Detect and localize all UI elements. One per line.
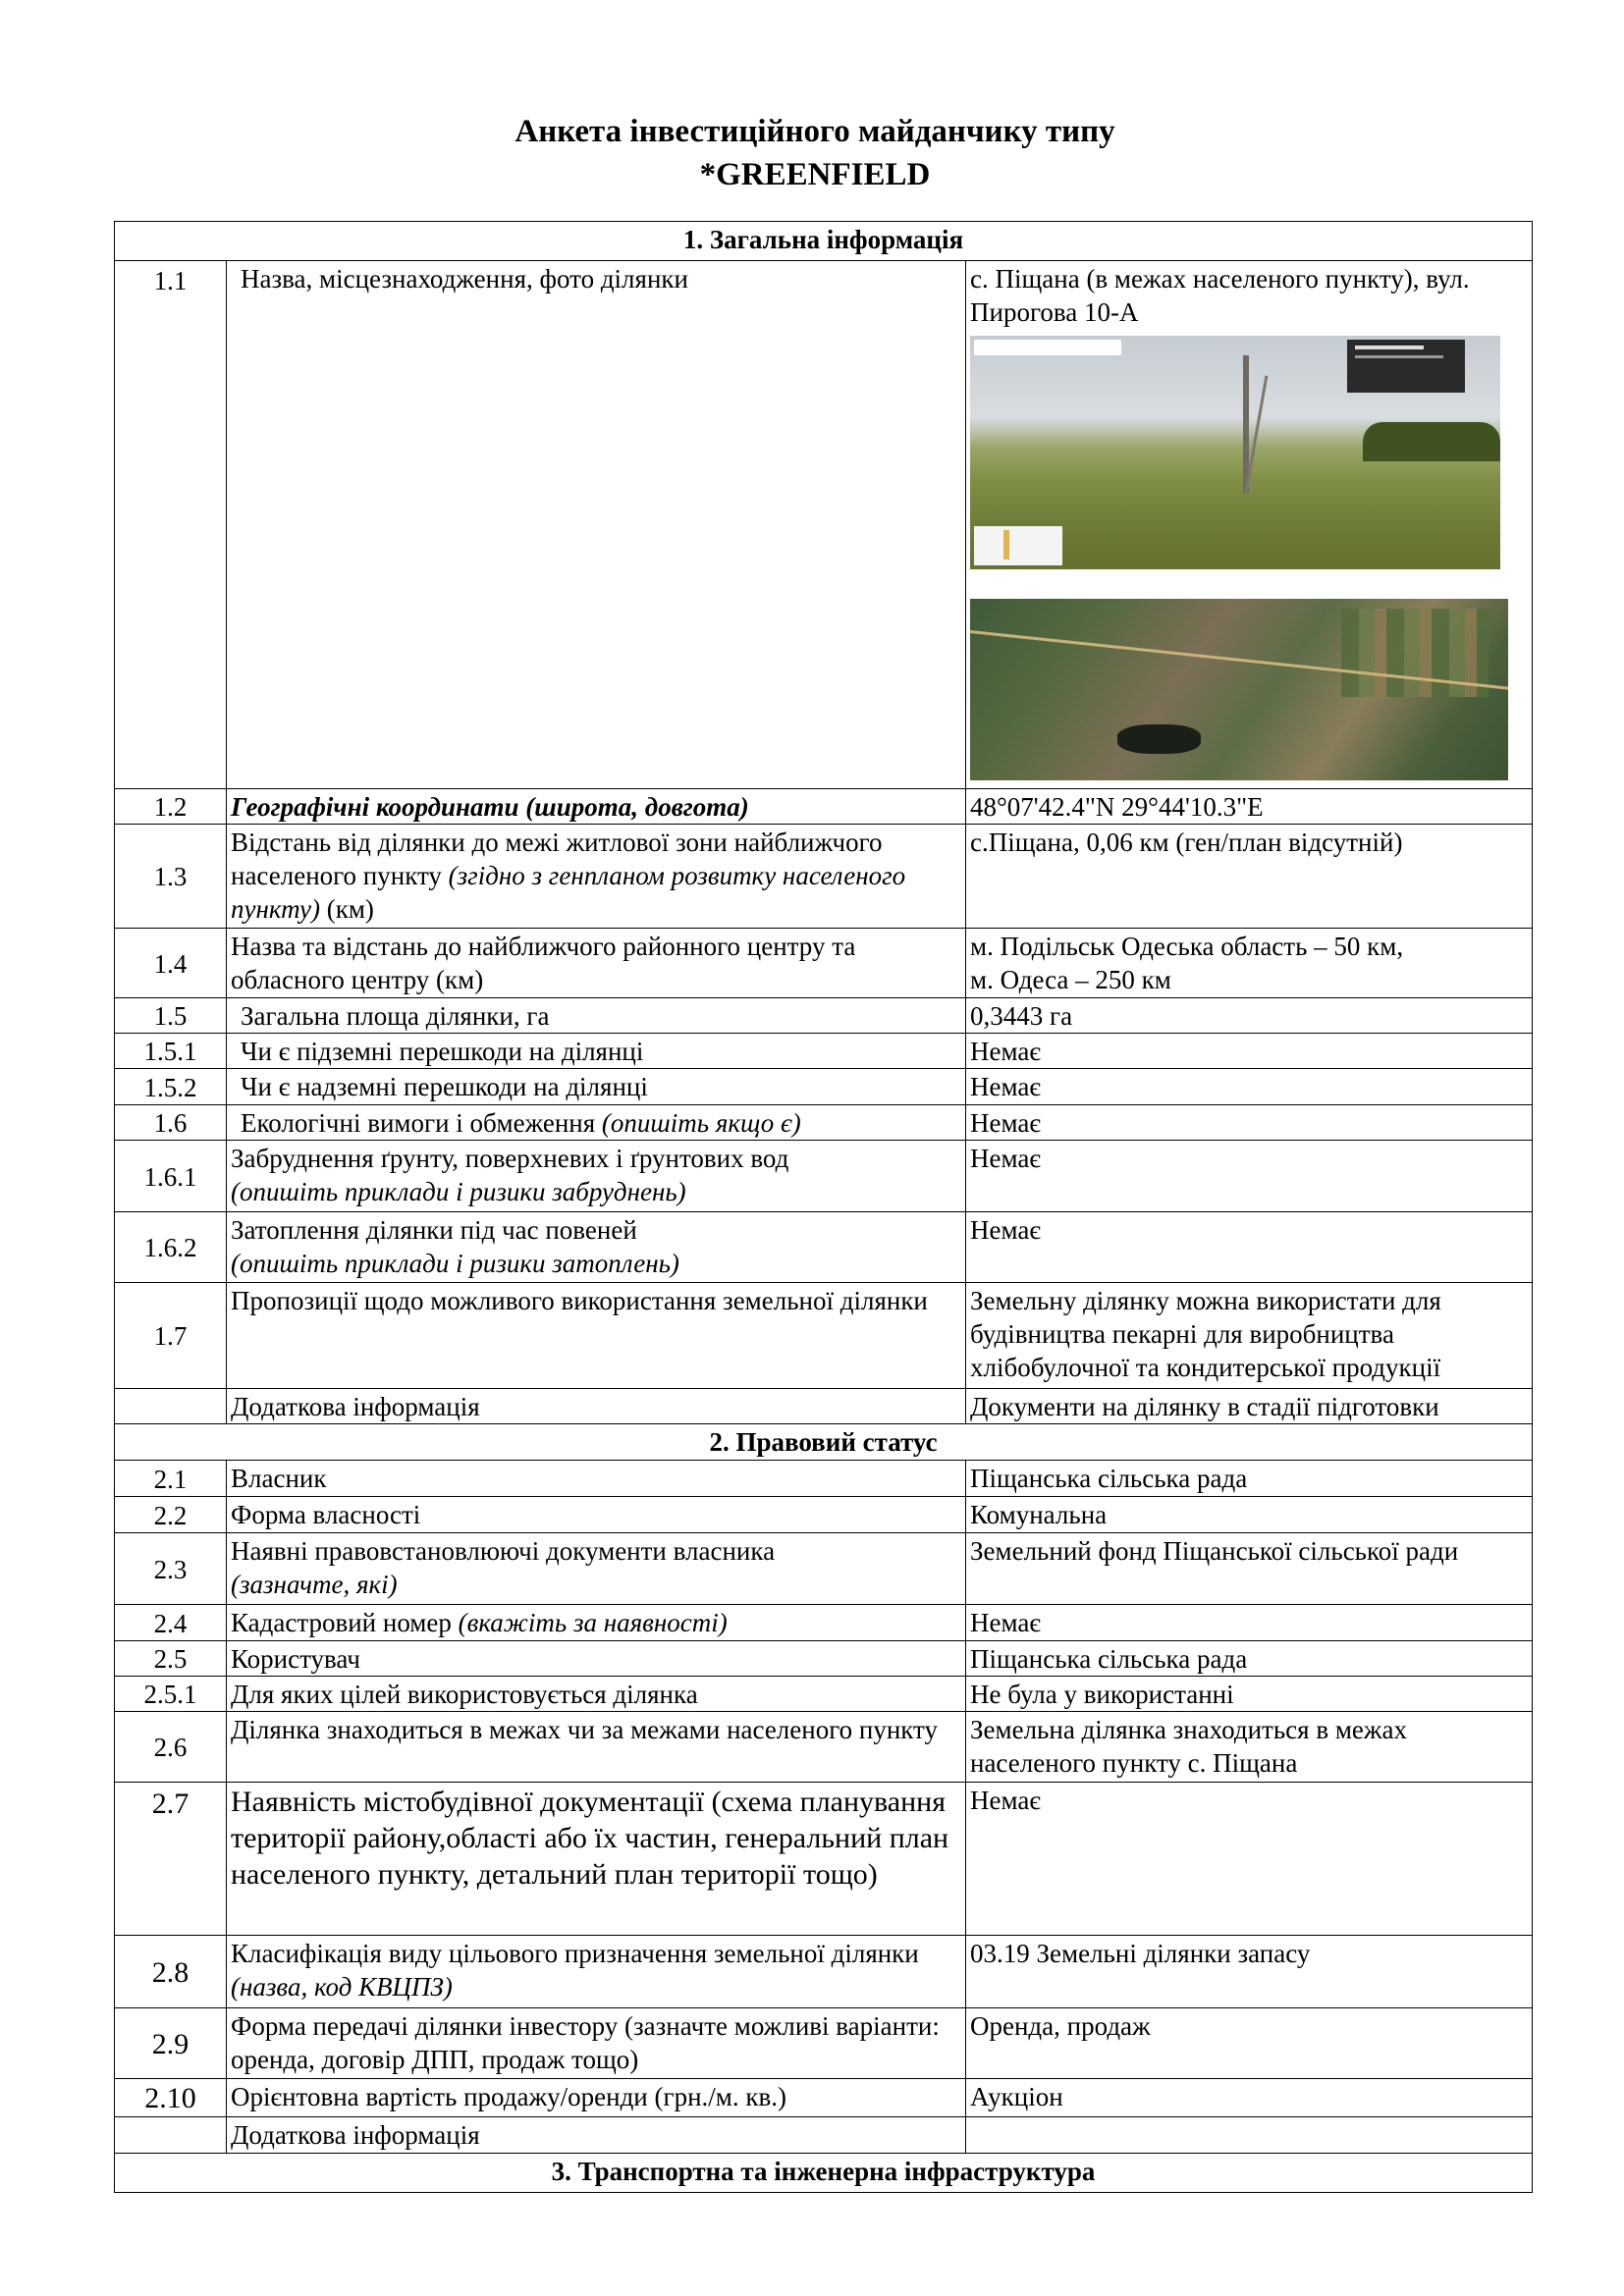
row-number: 2.4 (115, 1605, 227, 1641)
row-label-note: (назва, код КВЦПЗ) (231, 1972, 453, 2002)
row-label: Для яких цілей використовується ділянка (227, 1677, 966, 1712)
row-value: Земельний фонд Піщанської сільської ради (966, 1533, 1533, 1605)
lake-icon (1117, 724, 1201, 754)
table-row (115, 2117, 1533, 2154)
row-value-line: м. Подільськ Одеська область – 50 км, (970, 932, 1404, 961)
search-bar-icon (974, 340, 1121, 355)
row-label (227, 825, 966, 929)
row-value: Оренда, продаж (966, 2008, 1533, 2079)
row-number: 2.7 (115, 1783, 227, 1936)
row-value: Аукціон (966, 2079, 1533, 2117)
row-number: 1.5.1 (115, 1034, 227, 1069)
investment-site-table (114, 221, 1533, 2193)
row-label-unit: (км) (319, 894, 374, 924)
table-row (115, 1389, 1533, 1424)
row-value: Немає (966, 1141, 1533, 1212)
table-row (115, 261, 1533, 789)
row-value: 48°07'42.4"N 29°44'10.3"E (966, 789, 1533, 825)
row-number: 1.1 (115, 261, 227, 789)
table-row (115, 1283, 1533, 1389)
table-row (115, 1641, 1533, 1677)
table-row (115, 1783, 1533, 1936)
row-value (966, 261, 1533, 789)
row-label: Географічні координати (широта, довгота) (227, 789, 966, 825)
row-label (227, 1105, 966, 1141)
row-value: Земельна ділянка знаходиться в межах населеного пункту с. Піщана (966, 1712, 1533, 1783)
minimap-icon (974, 526, 1062, 565)
row-label-note: (згідно з генпланом розвитку населеного пункту) (231, 861, 906, 924)
satellite-map-photo (970, 599, 1508, 780)
row-label: Форма передачі ділянки інвестору (зазначте можливі варіанти: оренда, договір ДПП, продаж тощо) (227, 2008, 966, 2079)
table-row (115, 2079, 1533, 2117)
row-label (227, 1533, 966, 1605)
table-row (115, 929, 1533, 998)
table-row (115, 1936, 1533, 2008)
row-label-note: (зазначте, які) (231, 1570, 398, 1599)
row-label-note: (опишіть приклади і ризики забруднень) (231, 1177, 686, 1206)
row-value (966, 2117, 1533, 2154)
row-number: 1.6 (115, 1105, 227, 1141)
section-1-title: 1. Загальна інформація (115, 222, 1533, 261)
table-row (115, 1497, 1533, 1533)
row-label (227, 1141, 966, 1212)
row-label: Додаткова інформація (227, 1389, 966, 1424)
row-value: 03.19 Земельні ділянки запасу (966, 1936, 1533, 2008)
row-label-text: Забруднення ґрунту, поверхневих і ґрунтових вод (231, 1144, 789, 1173)
row-label: Форма власності (227, 1497, 966, 1533)
section-header-row (115, 2154, 1533, 2193)
row-label-note: (опишіть якщо є) (601, 1108, 801, 1138)
table-row (115, 1605, 1533, 1641)
document-title (0, 110, 1624, 196)
row-label: Чи є підземні перешкоди на ділянці (227, 1034, 966, 1069)
row-number: 1.5.2 (115, 1069, 227, 1105)
row-value: Не була у використанні (966, 1677, 1533, 1712)
row-label: Назва та відстань до найближчого районного центру та обласного центру (км) (227, 929, 966, 998)
street-view-photo (970, 336, 1500, 569)
row-label: Додаткова інформація (227, 2117, 966, 2154)
row-label (227, 1936, 966, 2008)
row-value: Комунальна (966, 1497, 1533, 1533)
row-value: Немає (966, 1783, 1533, 1936)
table-row (115, 789, 1533, 825)
table-row (115, 1712, 1533, 1783)
table-row (115, 1105, 1533, 1141)
row-label-text: Класифікація виду цільового призначення земельної ділянки (231, 1939, 919, 1968)
row-label: Орієнтовна вартість продажу/оренди (грн./м. кв.) (227, 2079, 966, 2117)
row-label-text: Відстань від ділянки до межі житлової зони найближчого населеного пункту (231, 828, 883, 890)
row-label-text: Екологічні вимоги і обмеження (241, 1108, 602, 1138)
row-label: Пропозиції щодо можливого використання земельної ділянки (227, 1283, 966, 1389)
row-number: 1.2 (115, 789, 227, 825)
row-value: 0,3443 га (966, 998, 1533, 1034)
row-value: Піщанська сільська рада (966, 1461, 1533, 1497)
table-row (115, 1461, 1533, 1497)
row-value: Немає (966, 1605, 1533, 1641)
row-number: 2.3 (115, 1533, 227, 1605)
row-value: Піщанська сільська рада (966, 1641, 1533, 1677)
title-line-1: Анкета інвестиційного майданчику типу (514, 114, 1115, 149)
info-card-icon (1347, 340, 1465, 393)
row-label-text: Кадастровий номер (231, 1608, 459, 1637)
table-row (115, 1533, 1533, 1605)
row-value: Документи на ділянку в стадії підготовки (966, 1389, 1533, 1424)
row-label: Чи є надземні перешкоди на ділянці (227, 1069, 966, 1105)
row-number: 1.6.1 (115, 1141, 227, 1212)
row-value: с.Піщана, 0,06 км (ген/план відсутній) (966, 825, 1533, 929)
table-row (115, 1034, 1533, 1069)
site-address: с. Піщана (в межах населеного пункту), вул. Пирогова 10-А (970, 264, 1470, 327)
row-label-text: Наявні правовстановлюючі документи власника (231, 1536, 776, 1566)
table-row (115, 1069, 1533, 1105)
row-label (227, 1605, 966, 1641)
table-row (115, 825, 1533, 929)
row-label (227, 1212, 966, 1283)
row-number-empty (115, 2117, 227, 2154)
row-label-text: Затоплення ділянки під час повеней (231, 1215, 637, 1245)
row-number: 2.5.1 (115, 1677, 227, 1712)
row-label-note: (вкажіть за наявності) (458, 1608, 728, 1637)
row-number: 1.4 (115, 929, 227, 998)
row-label: Користувач (227, 1641, 966, 1677)
row-number: 2.8 (115, 1936, 227, 2008)
table-row (115, 1141, 1533, 1212)
trees-icon (1363, 422, 1500, 461)
section-2-title: 2. Правовий статус (115, 1424, 1533, 1461)
row-value: Земельну ділянку можна використати для будівництва пекарні для виробництва хлібобулочної та кондитерської продукції (966, 1283, 1533, 1389)
row-number: 1.5 (115, 998, 227, 1034)
section-header-row (115, 222, 1533, 261)
table-row (115, 1677, 1533, 1712)
row-value: Немає (966, 1105, 1533, 1141)
row-number: 2.9 (115, 2008, 227, 2079)
row-value: Немає (966, 1069, 1533, 1105)
row-label: Наявність містобудівної документації (схема планування території району,області або їх частин, генеральний план населеного пункту, детальний план території тощо) (227, 1783, 966, 1936)
table-row (115, 1212, 1533, 1283)
row-value: Немає (966, 1034, 1533, 1069)
row-number-empty (115, 1389, 227, 1424)
row-value (966, 929, 1533, 998)
row-number: 1.3 (115, 825, 227, 929)
row-number: 2.6 (115, 1712, 227, 1783)
row-number: 1.7 (115, 1283, 227, 1389)
table-row (115, 998, 1533, 1034)
title-line-2: *GREENFIELD (699, 157, 931, 192)
row-label: Ділянка знаходиться в межах чи за межами населеного пункту (227, 1712, 966, 1783)
section-3-title: 3. Транспортна та інженерна інфраструктура (115, 2154, 1533, 2193)
row-number: 2.5 (115, 1641, 227, 1677)
row-label: Назва, місцезнаходження, фото ділянки (227, 261, 966, 789)
row-value-line: м. Одеса – 250 км (970, 965, 1171, 994)
table-row (115, 2008, 1533, 2079)
row-label: Власник (227, 1461, 966, 1497)
row-number: 1.6.2 (115, 1212, 227, 1283)
row-label-note: (опишіть приклади і ризики затоплень) (231, 1249, 679, 1278)
section-header-row (115, 1424, 1533, 1461)
row-number: 2.2 (115, 1497, 227, 1533)
row-number: 2.10 (115, 2079, 227, 2117)
row-value: Немає (966, 1212, 1533, 1283)
row-number: 2.1 (115, 1461, 227, 1497)
row-label: Загальна площа ділянки, га (227, 998, 966, 1034)
